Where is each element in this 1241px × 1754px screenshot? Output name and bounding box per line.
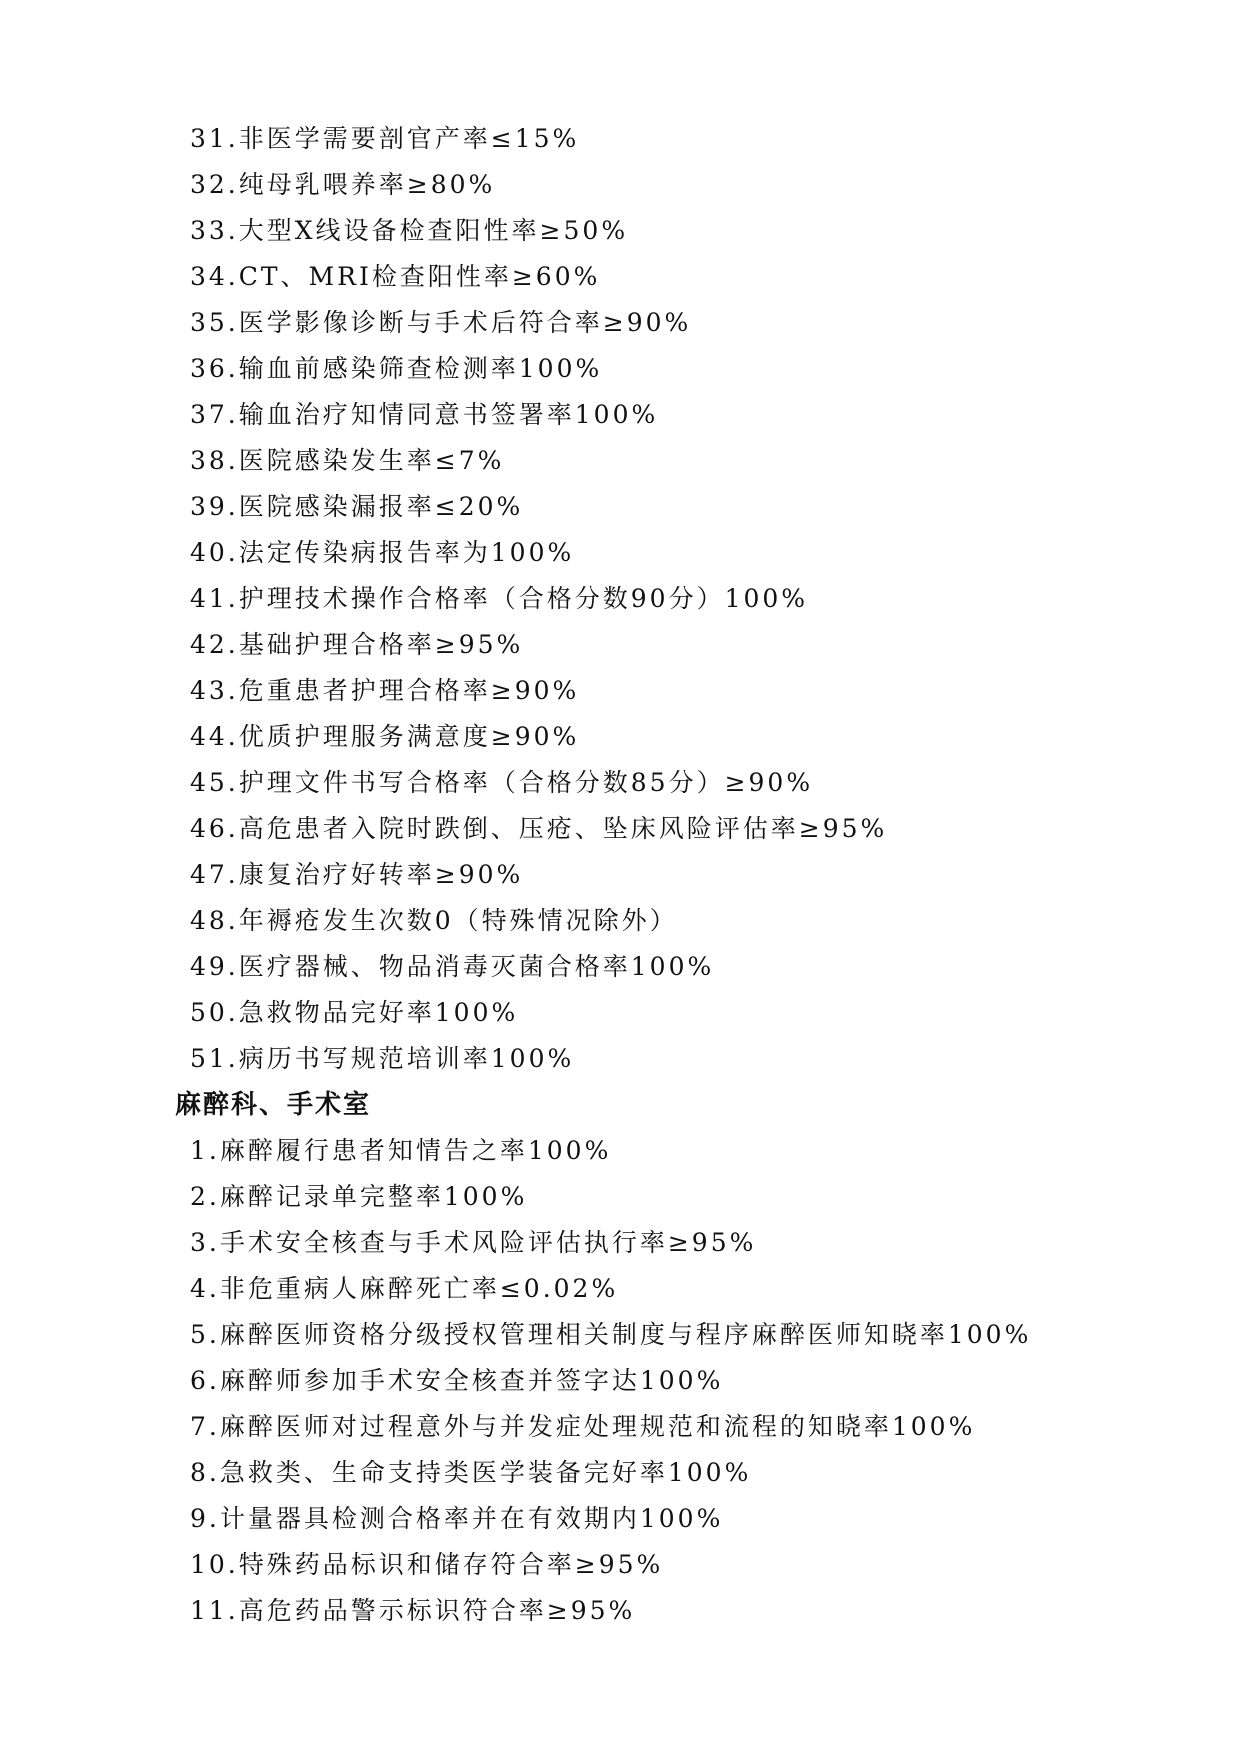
list-item: 44.优质护理服务满意度≥90% xyxy=(190,722,580,751)
list-item: 37.输血治疗知情同意书签署率100% xyxy=(190,400,659,429)
list-item: 1.麻醉履行患者知情告之率100% xyxy=(190,1136,612,1165)
list-item: 48.年褥疮发生次数0（特殊情况除外） xyxy=(190,906,678,935)
list-item: 36.输血前感染筛查检测率100% xyxy=(190,354,603,383)
list-item: 33.大型X线设备检查阳性率≥50% xyxy=(190,216,629,245)
list-item: 50.急救物品完好率100% xyxy=(190,998,519,1027)
list-item: 10.特殊药品标识和储存符合率≥95% xyxy=(190,1550,664,1579)
list-item: 31.非医学需要剖官产率≤15% xyxy=(190,124,580,153)
list-item: 43.危重患者护理合格率≥90% xyxy=(190,676,580,705)
list-item: 47.康复治疗好转率≥90% xyxy=(190,860,524,889)
list-item: 32.纯母乳喂养率≥80% xyxy=(190,170,496,199)
list-item: 41.护理技术操作合格率（合格分数90分）100% xyxy=(190,584,809,613)
list-item: 9.计量器具检测合格率并在有效期内100% xyxy=(190,1504,724,1533)
list-item: 8.急救类、生命支持类医学装备完好率100% xyxy=(190,1458,752,1487)
list-item: 6.麻醉师参加手术安全核查并签字达100% xyxy=(190,1366,724,1395)
list-item: 39.医院感染漏报率≤20% xyxy=(190,492,524,521)
document-body xyxy=(0,116,1241,1634)
list-item: 38.医院感染发生率≤7% xyxy=(190,446,505,475)
list-item: 11.高危药品警示标识符合率≥95% xyxy=(190,1596,636,1625)
list-item: 51.病历书写规范培训率100% xyxy=(190,1044,575,1073)
list-item: 35.医学影像诊断与手术后符合率≥90% xyxy=(190,308,692,337)
list-item: 2.麻醉记录单完整率100% xyxy=(190,1182,528,1211)
list-item: 3.手术安全核查与手术风险评估执行率≥95% xyxy=(190,1228,757,1257)
list-item: 40.法定传染病报告率为100% xyxy=(190,538,575,567)
list-item: 42.基础护理合格率≥95% xyxy=(190,630,524,659)
list-item: 7.麻醉医师对过程意外与并发症处理规范和流程的知晓率100% xyxy=(190,1412,976,1441)
list-item: 4.非危重病人麻醉死亡率≤0.02% xyxy=(190,1274,619,1303)
list-item: 45.护理文件书写合格率（合格分数85分）≥90% xyxy=(190,768,814,797)
list-item: 5.麻醉医师资格分级授权管理相关制度与程序麻醉医师知晓率100% xyxy=(190,1320,1032,1349)
list-item: 49.医疗器械、物品消毒灭菌合格率100% xyxy=(190,952,715,981)
list-item: 34.CT、MRI检查阳性率≥60% xyxy=(190,262,601,291)
list-item: 46.高危患者入院时跌倒、压疮、坠床风险评估率≥95% xyxy=(190,814,888,843)
section-heading: 麻醉科、手术室 xyxy=(175,1090,372,1120)
